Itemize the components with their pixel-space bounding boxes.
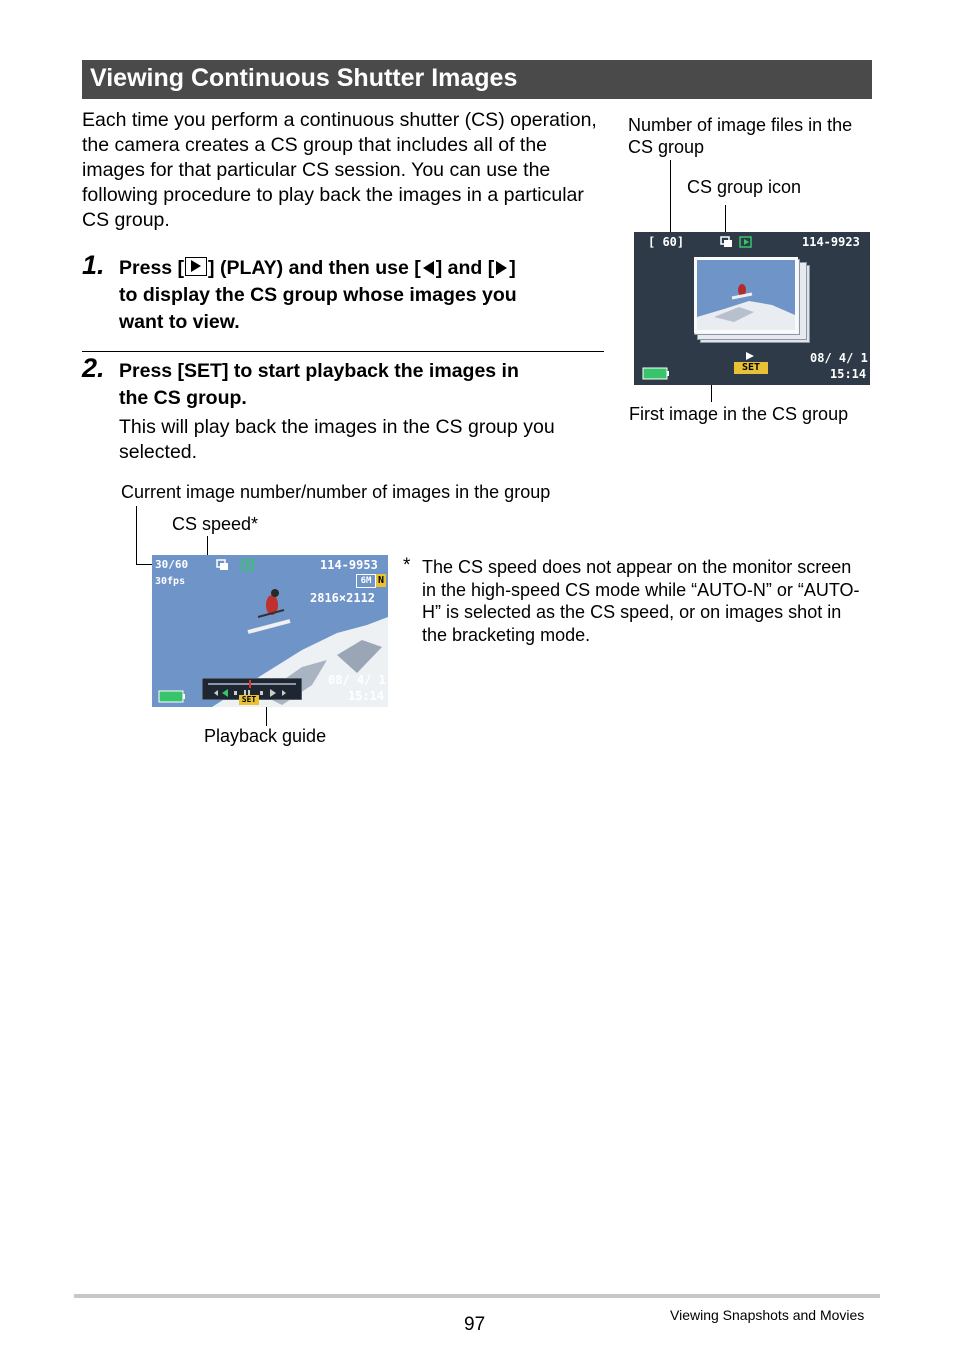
step-2-line1: Press [SET] to start playback the images in xyxy=(119,360,519,382)
footnote-mark: * xyxy=(403,555,411,576)
screen1-file-number: 114-9923 xyxy=(802,235,860,249)
step-1-line3: want to view. xyxy=(119,311,240,333)
screen1-count: [ 60] xyxy=(648,235,685,249)
screen2-date: 08/ 4/ 1 xyxy=(328,673,386,687)
screen2-cs-group-icon xyxy=(216,559,260,571)
leader-line-current-horizontal xyxy=(136,564,153,565)
screen2-file-number: 114-9953 xyxy=(320,558,378,572)
step-1-number: 1. xyxy=(82,250,105,280)
play-key-icon xyxy=(185,257,207,276)
step-2-number: 2. xyxy=(82,353,105,383)
label-playback-guide: Playback guide xyxy=(204,726,327,746)
battery-icon xyxy=(642,367,670,380)
cs-group-icon xyxy=(720,236,754,248)
screen1-date: 08/ 4/ 1 xyxy=(810,351,868,365)
step-1-part-d: ] xyxy=(509,257,516,279)
set-badge: SET xyxy=(734,362,768,374)
screen2-quality: N xyxy=(377,575,385,586)
footnote-text: The CS speed does not appear on the monitor screen in the high-speed CS mode while “AUTO-N” or “AUTO-H” is selected as the CS speed, or on images shot in the bracketing mode. xyxy=(422,557,860,645)
left-arrow-icon xyxy=(423,261,434,275)
leader-line-count xyxy=(670,160,671,236)
section-title: Viewing Continuous Shutter Images xyxy=(90,64,518,92)
step-2-text xyxy=(119,358,609,412)
screen2-counter: 30/60 xyxy=(155,558,189,571)
step-2-description: This will play back the images in the CS group you selected. xyxy=(119,416,555,463)
cs-playback-screen xyxy=(152,555,388,707)
step-1-text xyxy=(119,255,609,336)
leader-line-current-vertical xyxy=(136,506,137,565)
step-1-part-a: Press [ xyxy=(119,257,185,279)
screen1-time: 15:14 xyxy=(830,367,867,381)
screen2-fps: 30fps xyxy=(155,576,186,587)
screen2-resolution: 2816×2112 xyxy=(310,591,376,605)
cs-group-screen xyxy=(634,232,870,385)
intro-paragraph: Each time you perform a continuous shutter (CS) operation, the camera creates a CS group that includes all of the images for that particular CS session. You can use the following procedure to play back the images in a particular CS group. xyxy=(82,109,597,231)
step-2-line2: the CS group. xyxy=(119,387,247,409)
first-image-thumbnail xyxy=(694,257,798,333)
label-current-image-number: Current image number/number of images in the group xyxy=(121,482,551,502)
section-heading-bar xyxy=(82,60,872,99)
screen2-set-badge: SET xyxy=(239,695,259,705)
page-number: 97 xyxy=(464,1314,486,1335)
right-arrow-icon xyxy=(496,261,507,275)
step-1-line2: to display the CS group whose images you xyxy=(119,284,517,306)
chapter-title: Viewing Snapshots and Movies xyxy=(670,1307,865,1323)
screen2-time: 15:14 xyxy=(348,689,385,703)
screen2-battery-icon xyxy=(158,690,186,703)
step-divider xyxy=(82,351,604,352)
label-number-of-files: Number of image files in the CS group xyxy=(628,115,853,157)
label-cs-group-icon: CS group icon xyxy=(687,177,802,197)
label-cs-speed: CS speed* xyxy=(172,514,259,534)
step-1-part-b: ] (PLAY) and then use [ xyxy=(208,257,421,279)
screen2-size-code: 6M xyxy=(356,574,376,588)
step-1-part-c: ] and [ xyxy=(435,257,495,279)
label-first-image: First image in the CS group xyxy=(629,404,849,424)
footer-rule xyxy=(74,1294,880,1298)
